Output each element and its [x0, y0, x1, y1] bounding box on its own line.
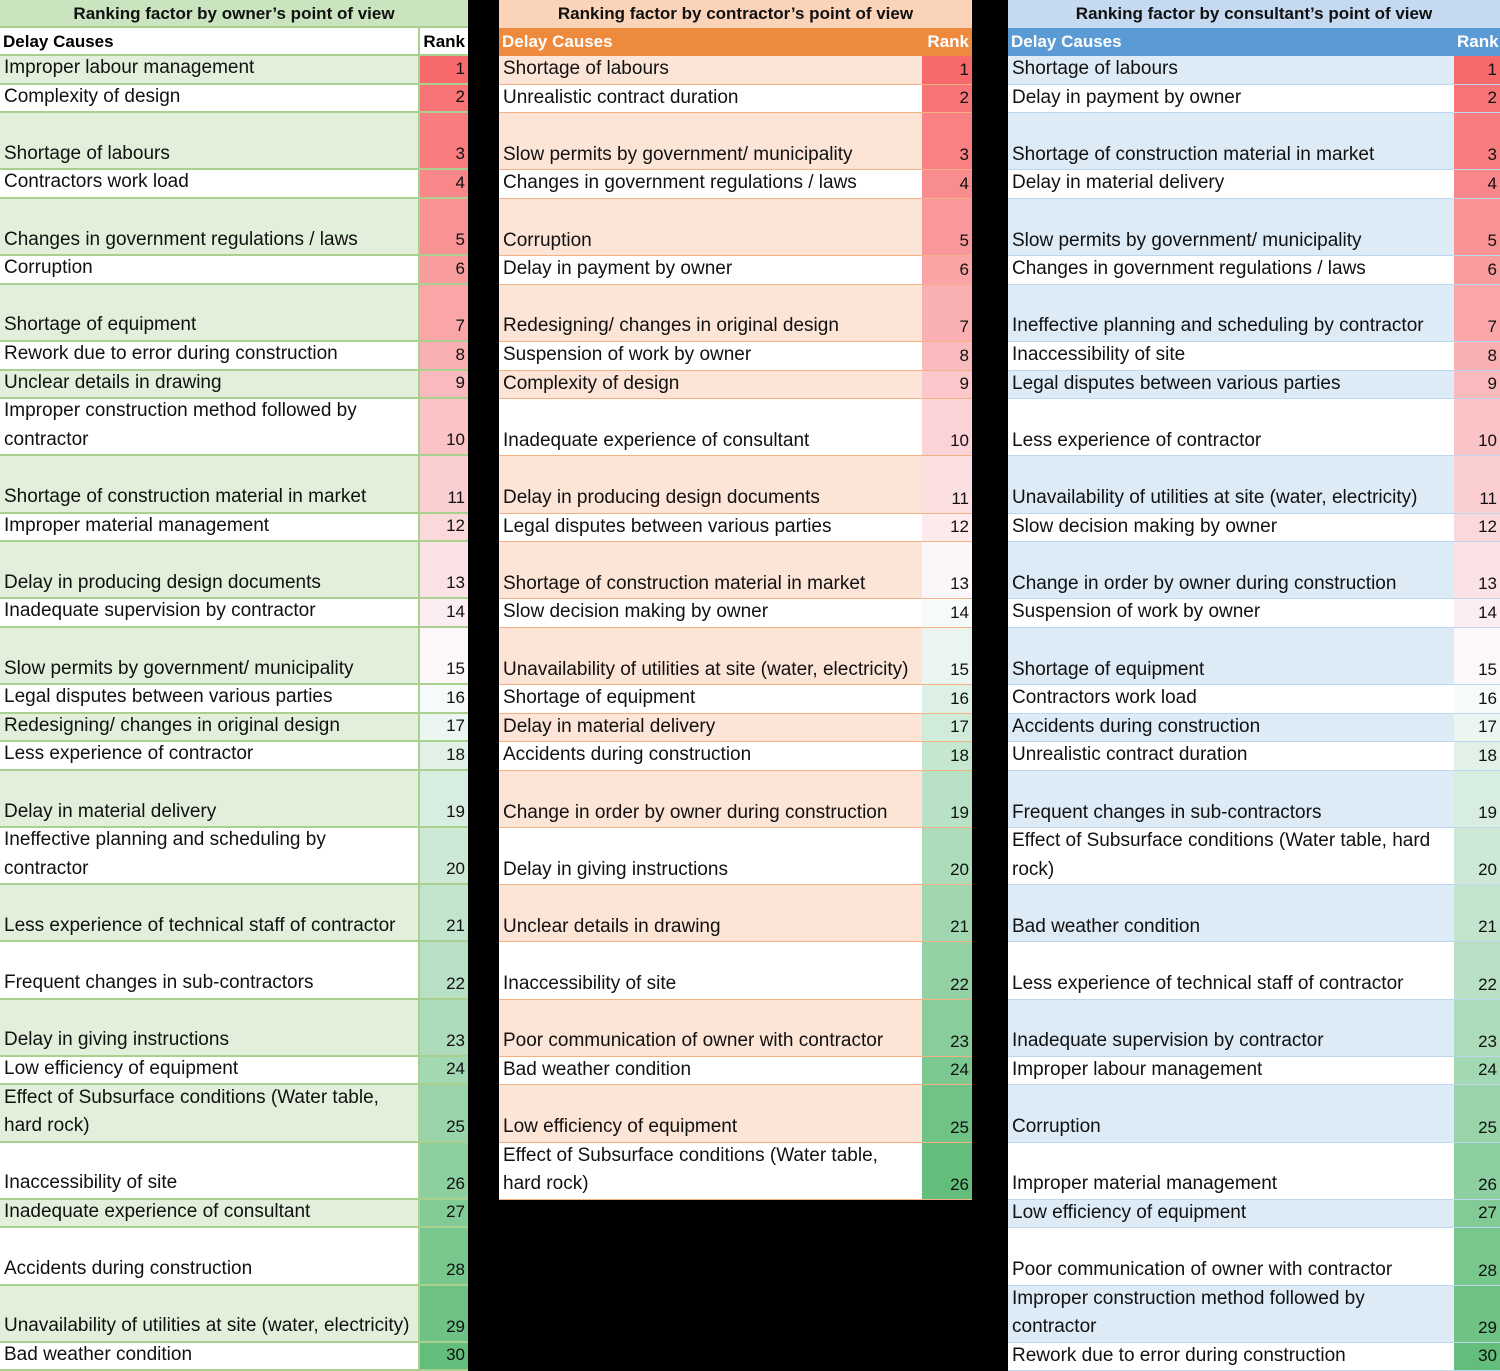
table-row: [499, 599, 972, 628]
table-row: [499, 285, 972, 342]
delay-cause-cell: Unavailability of utilities at site (water, electricity): [499, 628, 922, 684]
table-row: [499, 199, 972, 256]
rank-cell: 30: [1454, 1343, 1500, 1371]
table-row: [0, 1143, 468, 1200]
table-row: [1008, 371, 1500, 400]
table-row: [1008, 456, 1500, 513]
table-row: [499, 256, 972, 285]
table-row: [1008, 542, 1500, 599]
delay-cause-cell: Complexity of design: [499, 371, 922, 399]
table-row: [499, 1085, 972, 1142]
delay-cause-cell: Shortage of labours: [499, 56, 922, 84]
table-row: [499, 742, 972, 771]
rank-cell: 17: [922, 714, 972, 742]
table-row: [1008, 1200, 1500, 1229]
rank-cell: 13: [420, 542, 468, 597]
rank-cell: 15: [420, 628, 468, 683]
delay-cause-cell: Changes in government regulations / laws: [499, 170, 922, 198]
delay-cause-cell: Shortage of equipment: [0, 285, 420, 340]
rank-cell: 12: [1454, 514, 1500, 542]
table-row: [1008, 828, 1500, 885]
delay-cause-cell: Suspension of work by owner: [499, 342, 922, 370]
table-row: [499, 628, 972, 685]
rank-cell: 9: [1454, 371, 1500, 399]
delay-cause-cell: Slow decision making by owner: [1008, 514, 1454, 542]
table-row: [499, 342, 972, 371]
delay-cause-cell: Improper material management: [0, 514, 420, 541]
delay-cause-cell: Delay in material delivery: [1008, 170, 1454, 198]
table-row: [0, 456, 468, 513]
delay-cause-cell: Shortage of construction material in market: [1008, 113, 1454, 169]
delay-cause-cell: Bad weather condition: [1008, 885, 1454, 941]
rank-cell: 17: [420, 714, 468, 741]
delay-cause-cell: Less experience of contractor: [0, 742, 420, 769]
rank-cell: 12: [420, 514, 468, 541]
delay-cause-cell: Shortage of labours: [1008, 56, 1454, 84]
table-row: [1008, 1000, 1500, 1057]
delay-cause-cell: Corruption: [1008, 1085, 1454, 1141]
delay-cause-cell: Slow permits by government/ municipality: [499, 113, 922, 169]
delay-cause-cell: Improper construction method followed by contractor: [0, 399, 420, 454]
rank-cell: 18: [420, 742, 468, 769]
rank-cell: 28: [420, 1228, 468, 1283]
delay-cause-cell: Less experience of contractor: [1008, 399, 1454, 455]
contractor-ranking-table: [499, 0, 972, 1200]
rank-cell: 11: [922, 456, 972, 512]
rank-cell: 6: [922, 256, 972, 284]
rank-cell: 20: [922, 828, 972, 884]
delay-cause-cell: Complexity of design: [0, 85, 420, 112]
delay-cause-cell: Slow permits by government/ municipality: [1008, 199, 1454, 255]
table-row: [499, 113, 972, 170]
owner-rows: [0, 56, 468, 1371]
rank-cell: 22: [1454, 942, 1500, 998]
rank-cell: 5: [420, 199, 468, 254]
table-row: [1008, 1343, 1500, 1371]
table-row: [1008, 514, 1500, 543]
table-row: [1008, 714, 1500, 743]
delay-cause-cell: Inaccessibility of site: [499, 942, 922, 998]
delay-cause-cell: Improper labour management: [1008, 1057, 1454, 1085]
delay-cause-cell: Ineffective planning and scheduling by contractor: [1008, 285, 1454, 341]
delay-cause-cell: Frequent changes in sub-contractors: [1008, 771, 1454, 827]
rank-cell: 21: [420, 885, 468, 940]
rank-cell: 21: [922, 885, 972, 941]
rank-cell: 1: [922, 56, 972, 84]
table-row: [1008, 599, 1500, 628]
rank-cell: 2: [1454, 85, 1500, 113]
table-row: [1008, 199, 1500, 256]
table-row: [0, 199, 468, 256]
delay-cause-cell: Change in order by owner during construction: [1008, 542, 1454, 598]
rank-cell: 16: [420, 685, 468, 712]
table-row: [0, 113, 468, 170]
delay-cause-cell: Inadequate experience of consultant: [499, 399, 922, 455]
table-row: [1008, 628, 1500, 685]
rank-cell: 22: [922, 942, 972, 998]
table-row: [1008, 1228, 1500, 1285]
delay-cause-cell: Unavailability of utilities at site (water, electricity): [0, 1286, 420, 1341]
table-row: [0, 542, 468, 599]
delay-cause-cell: Effect of Subsurface conditions (Water table, hard rock): [499, 1143, 922, 1199]
rank-cell: 23: [420, 1000, 468, 1055]
rank-cell: 16: [922, 685, 972, 713]
table-row: [0, 256, 468, 285]
consultant-header-delay-causes: Delay Causes: [1011, 32, 1122, 51]
table-row: [499, 1057, 972, 1086]
rank-cell: 4: [420, 170, 468, 197]
delay-cause-cell: Ineffective planning and scheduling by contractor: [0, 828, 420, 883]
delay-cause-cell: Redesigning/ changes in original design: [499, 285, 922, 341]
delay-cause-cell: Delay in producing design documents: [499, 456, 922, 512]
rank-cell: 7: [1454, 285, 1500, 341]
delay-cause-cell: Poor communication of owner with contractor: [1008, 1228, 1454, 1284]
table-row: [0, 714, 468, 743]
table-row: [1008, 1143, 1500, 1200]
table-row: [0, 1286, 468, 1343]
delay-cause-cell: Improper construction method followed by contractor: [1008, 1286, 1454, 1342]
rank-cell: 5: [922, 199, 972, 255]
table-row: [499, 456, 972, 513]
delay-cause-cell: Shortage of equipment: [1008, 628, 1454, 684]
owner-ranking-table: [0, 0, 468, 1371]
delay-cause-cell: Delay in payment by owner: [499, 256, 922, 284]
delay-cause-cell: Delay in material delivery: [499, 714, 922, 742]
rank-cell: 24: [420, 1057, 468, 1084]
contractor-header-delay-causes: Delay Causes: [502, 32, 613, 51]
delay-cause-cell: Poor communication of owner with contractor: [499, 1000, 922, 1056]
rank-cell: 6: [420, 256, 468, 283]
rank-cell: 1: [1454, 56, 1500, 84]
rank-cell: 4: [922, 170, 972, 198]
table-row: [0, 742, 468, 771]
rank-cell: 15: [1454, 628, 1500, 684]
table-row: [499, 1000, 972, 1057]
delay-cause-cell: Effect of Subsurface conditions (Water table, hard rock): [0, 1085, 420, 1140]
table-row: [0, 1343, 468, 1371]
table-row: [1008, 771, 1500, 828]
rank-cell: 13: [1454, 542, 1500, 598]
delay-cause-cell: Legal disputes between various parties: [499, 514, 922, 542]
delay-cause-cell: Unclear details in drawing: [0, 371, 420, 398]
delay-cause-cell: Less experience of technical staff of contractor: [1008, 942, 1454, 998]
rank-cell: 27: [1454, 1200, 1500, 1228]
consultant-ranking-table: [1008, 0, 1500, 1371]
table-row: [1008, 1286, 1500, 1343]
rank-cell: 11: [420, 456, 468, 511]
table-row: [1008, 85, 1500, 114]
rank-cell: 28: [1454, 1228, 1500, 1284]
rank-cell: 8: [922, 342, 972, 370]
rank-cell: 29: [420, 1286, 468, 1341]
table-row: [0, 1057, 468, 1086]
delay-cause-cell: Accidents during construction: [499, 742, 922, 770]
table-row: [0, 942, 468, 999]
rank-cell: 8: [420, 342, 468, 369]
owner-table-header: [0, 28, 468, 56]
table-row: [499, 371, 972, 400]
delay-cause-cell: Contractors work load: [0, 170, 420, 197]
delay-cause-cell: Frequent changes in sub-contractors: [0, 942, 420, 997]
delay-cause-cell: Inadequate supervision by contractor: [1008, 1000, 1454, 1056]
table-row: [1008, 685, 1500, 714]
table-row: [0, 1200, 468, 1229]
table-row: [0, 599, 468, 628]
rank-cell: 7: [420, 285, 468, 340]
consultant-rows: [1008, 56, 1500, 1371]
rank-cell: 10: [1454, 399, 1500, 455]
rank-cell: 25: [922, 1085, 972, 1141]
delay-cause-cell: Shortage of labours: [0, 113, 420, 168]
table-row: [499, 399, 972, 456]
delay-cause-cell: Changes in government regulations / laws: [1008, 256, 1454, 284]
rank-cell: 19: [420, 771, 468, 826]
rank-cell: 23: [922, 1000, 972, 1056]
rank-cell: 10: [922, 399, 972, 455]
rank-cell: 26: [1454, 1143, 1500, 1199]
delay-cause-cell: Legal disputes between various parties: [1008, 371, 1454, 399]
rank-cell: 14: [922, 599, 972, 627]
rank-cell: 6: [1454, 256, 1500, 284]
table-row: [1008, 942, 1500, 999]
table-row: [0, 371, 468, 400]
table-row: [1008, 1057, 1500, 1086]
table-row: [1008, 399, 1500, 456]
table-row: [499, 714, 972, 743]
rank-cell: 24: [1454, 1057, 1500, 1085]
table-row: [499, 771, 972, 828]
rank-cell: 21: [1454, 885, 1500, 941]
table-row: [1008, 742, 1500, 771]
table-row: [499, 1143, 972, 1200]
table-row: [0, 628, 468, 685]
contractor-table-header: [499, 28, 972, 56]
table-row: [1008, 342, 1500, 371]
rank-cell: 19: [922, 771, 972, 827]
rank-cell: 12: [922, 514, 972, 542]
delay-cause-cell: Redesigning/ changes in original design: [0, 714, 420, 741]
delay-cause-cell: Shortage of construction material in market: [0, 456, 420, 511]
delay-cause-cell: Unclear details in drawing: [499, 885, 922, 941]
delay-cause-cell: Contractors work load: [1008, 685, 1454, 713]
rank-cell: 22: [420, 942, 468, 997]
rank-cell: 1: [420, 56, 468, 83]
rank-cell: 5: [1454, 199, 1500, 255]
table-row: [0, 399, 468, 456]
rank-cell: 18: [922, 742, 972, 770]
table-row: [0, 514, 468, 543]
rank-cell: 13: [922, 542, 972, 598]
delay-cause-cell: Changes in government regulations / laws: [0, 199, 420, 254]
delay-cause-cell: Suspension of work by owner: [1008, 599, 1454, 627]
delay-cause-cell: Delay in material delivery: [0, 771, 420, 826]
consultant-table-title: Ranking factor by consultant’s point of view: [1008, 0, 1500, 28]
table-row: [499, 942, 972, 999]
rank-cell: 18: [1454, 742, 1500, 770]
contractor-header-rank: Rank: [927, 32, 969, 51]
rank-cell: 20: [420, 828, 468, 883]
table-row: [1008, 285, 1500, 342]
table-row: [0, 1000, 468, 1057]
rank-cell: 3: [420, 113, 468, 168]
table-row: [499, 685, 972, 714]
rank-cell: 25: [420, 1085, 468, 1140]
owner-header-delay-causes: Delay Causes: [0, 28, 420, 54]
rank-cell: 29: [1454, 1286, 1500, 1342]
rank-cell: 2: [922, 85, 972, 113]
rank-cell: 19: [1454, 771, 1500, 827]
delay-cause-cell: Unrealistic contract duration: [499, 85, 922, 113]
rank-cell: 15: [922, 628, 972, 684]
table-row: [0, 170, 468, 199]
delay-cause-cell: Shortage of equipment: [499, 685, 922, 713]
owner-table-title: Ranking factor by owner’s point of view: [0, 0, 468, 28]
table-row: [0, 771, 468, 828]
rank-cell: 20: [1454, 828, 1500, 884]
rank-cell: 11: [1454, 456, 1500, 512]
rank-cell: 8: [1454, 342, 1500, 370]
rank-cell: 14: [1454, 599, 1500, 627]
rank-cell: 26: [420, 1143, 468, 1198]
table-row: [499, 514, 972, 543]
delay-cause-cell: Inaccessibility of site: [1008, 342, 1454, 370]
table-row: [1008, 256, 1500, 285]
delay-cause-cell: Effect of Subsurface conditions (Water table, hard rock): [1008, 828, 1454, 884]
delay-cause-cell: Shortage of construction material in market: [499, 542, 922, 598]
rank-cell: 26: [922, 1143, 972, 1199]
delay-cause-cell: Slow decision making by owner: [499, 599, 922, 627]
table-row: [0, 1085, 468, 1142]
rank-cell: 27: [420, 1200, 468, 1227]
delay-cause-cell: Low efficiency of equipment: [499, 1085, 922, 1141]
table-row: [0, 685, 468, 714]
delay-cause-cell: Corruption: [0, 256, 420, 283]
table-row: [499, 56, 972, 85]
rank-cell: 9: [922, 371, 972, 399]
delay-cause-cell: Delay in giving instructions: [0, 1000, 420, 1055]
table-row: [0, 85, 468, 114]
table-row: [0, 828, 468, 885]
delay-cause-cell: Corruption: [499, 199, 922, 255]
table-row: [499, 542, 972, 599]
rank-cell: 7: [922, 285, 972, 341]
delay-cause-cell: Change in order by owner during construction: [499, 771, 922, 827]
rank-cell: 9: [420, 371, 468, 398]
table-row: [0, 885, 468, 942]
delay-cause-cell: Improper material management: [1008, 1143, 1454, 1199]
delay-cause-cell: Low efficiency of equipment: [0, 1057, 420, 1084]
delay-cause-cell: Delay in payment by owner: [1008, 85, 1454, 113]
rank-cell: 30: [420, 1343, 468, 1370]
rank-cell: 10: [420, 399, 468, 454]
table-row: [0, 56, 468, 85]
delay-cause-cell: Bad weather condition: [499, 1057, 922, 1085]
table-row: [1008, 885, 1500, 942]
owner-header-rank: Rank: [423, 32, 465, 51]
table-row: [499, 170, 972, 199]
delay-cause-cell: Delay in giving instructions: [499, 828, 922, 884]
delay-cause-cell: Bad weather condition: [0, 1343, 420, 1370]
delay-cause-cell: Unrealistic contract duration: [1008, 742, 1454, 770]
table-row: [1008, 113, 1500, 170]
rank-cell: 3: [1454, 113, 1500, 169]
delay-cause-cell: Rework due to error during construction: [0, 342, 420, 369]
delay-cause-cell: Slow permits by government/ municipality: [0, 628, 420, 683]
table-row: [1008, 170, 1500, 199]
table-row: [0, 1228, 468, 1285]
contractor-table-title: Ranking factor by contractor’s point of view: [499, 0, 972, 28]
consultant-table-header: [1008, 28, 1500, 56]
consultant-header-rank: Rank: [1457, 32, 1499, 51]
table-row: [499, 885, 972, 942]
rank-cell: 16: [1454, 685, 1500, 713]
rank-cell: 14: [420, 599, 468, 626]
delay-cause-cell: Low efficiency of equipment: [1008, 1200, 1454, 1228]
rank-cell: 3: [922, 113, 972, 169]
table-row: [1008, 1085, 1500, 1142]
delay-cause-cell: Inadequate experience of consultant: [0, 1200, 420, 1227]
rank-cell: 17: [1454, 714, 1500, 742]
delay-cause-cell: Improper labour management: [0, 56, 420, 83]
rank-cell: 23: [1454, 1000, 1500, 1056]
table-row: [1008, 56, 1500, 85]
table-row: [0, 342, 468, 371]
table-row: [499, 85, 972, 114]
rank-cell: 25: [1454, 1085, 1500, 1141]
delay-cause-cell: Legal disputes between various parties: [0, 685, 420, 712]
delay-cause-cell: Inaccessibility of site: [0, 1143, 420, 1198]
delay-cause-cell: Inadequate supervision by contractor: [0, 599, 420, 626]
rank-cell: 4: [1454, 170, 1500, 198]
rank-cell: 24: [922, 1057, 972, 1085]
contractor-rows: [499, 56, 972, 1200]
table-row: [0, 285, 468, 342]
delay-cause-cell: Rework due to error during construction: [1008, 1343, 1454, 1371]
delay-cause-cell: Accidents during construction: [0, 1228, 420, 1283]
delay-cause-cell: Less experience of technical staff of contractor: [0, 885, 420, 940]
table-row: [499, 828, 972, 885]
rank-cell: 2: [420, 85, 468, 112]
delay-cause-cell: Delay in producing design documents: [0, 542, 420, 597]
delay-cause-cell: Accidents during construction: [1008, 714, 1454, 742]
delay-cause-cell: Unavailability of utilities at site (water, electricity): [1008, 456, 1454, 512]
